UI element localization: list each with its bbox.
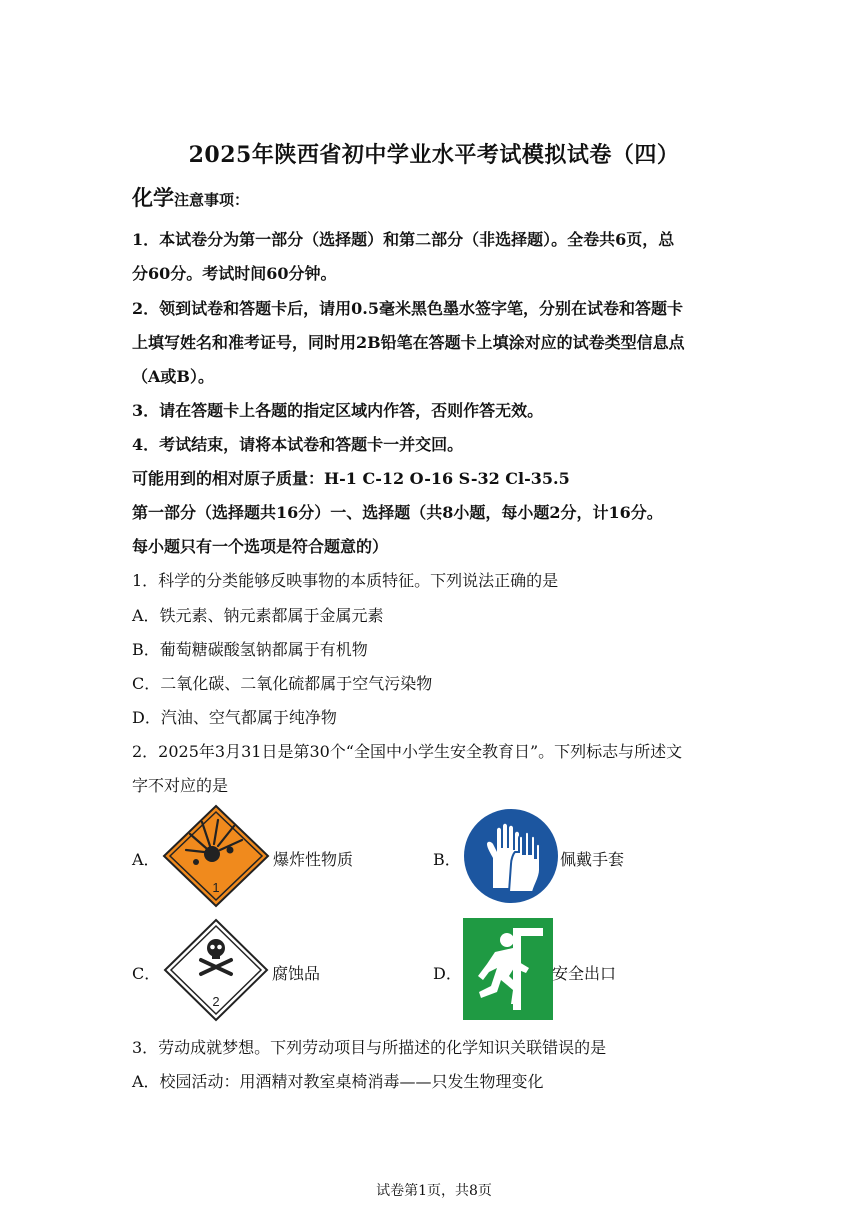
part1-heading-cont: 每小题只有一个选项是符合题意的） (132, 537, 389, 556)
q2-option-d-letter: D． (433, 964, 462, 983)
question-1-stem: 1．科学的分类能够反映事物的本质特征。下列说法正确的是 (132, 571, 559, 590)
explosive-sign-number: 1 (212, 880, 220, 895)
q2-option-b-letter: B． (433, 850, 461, 869)
question-3-stem: 3．劳动成就梦想。下列劳动项目与所描述的化学知识关联错误的是 (132, 1038, 607, 1057)
exit-sign-icon (463, 918, 553, 1020)
question-2-stem-cont: 字不对应的是 (132, 776, 229, 795)
toxic-sign-icon (161, 918, 271, 1022)
q2-option-b-text: 佩戴手套 (560, 850, 625, 869)
q1-option-a: A．铁元素、钠元素都属于金属元素 (132, 606, 384, 625)
q2-option-d-text: 安全出口 (552, 964, 617, 983)
note-line: 4．考试结束，请将本试卷和答题卡一并交回。 (132, 435, 464, 454)
toxic-sign-number: 2 (212, 994, 220, 1009)
explosive-sign-icon (160, 804, 272, 908)
subject-line (132, 182, 249, 212)
note-line: 3．请在答题卡上各题的指定区域内作答，否则作答无效。 (132, 401, 544, 420)
q1-option-d: D．汽油、空气都属于纯净物 (132, 708, 337, 727)
q1-option-b: B．葡萄糖碳酸氢钠都属于有机物 (132, 640, 368, 659)
note-line: （A或B）。 (132, 367, 214, 386)
q2-option-a-text: 爆炸性物质 (273, 850, 354, 869)
gloves-sign-icon (463, 808, 559, 904)
note-line: 2．领到试卷和答题卡后，请用0.5毫米黑色墨水签字笔，分别在试卷和答题卡 (132, 299, 683, 318)
note-line: 上填写姓名和准考证号，同时用2B铅笔在答题卡上填涂对应的试卷类型信息点 (132, 333, 685, 352)
q2-option-c-text: 腐蚀品 (272, 964, 321, 983)
q3-option-a: A．校园活动：用酒精对教室桌椅消毒——只发生物理变化 (132, 1072, 544, 1091)
atomic-masses: 可能用到的相对原子质量：H-1 C-12 O-16 S-32 Cl-35.5 (132, 469, 570, 488)
note-line: 1．本试卷分为第一部分（选择题）和第二部分（非选择题）。全卷共6页，总 (132, 230, 675, 249)
note-line: 分60分。考试时间60分钟。 (132, 264, 337, 283)
notes-heading: 注意事项： (174, 191, 250, 209)
q2-option-a-letter: A． (132, 850, 160, 869)
exam-title: 2025年陕西省初中学业水平考试模拟试卷（四） (188, 142, 680, 168)
part1-heading: 第一部分（选择题共16分）一、选择题（共8小题，每小题2分，计16分。 (132, 503, 663, 522)
page-footer: 试卷第1页，共8页 (376, 1183, 492, 1199)
q1-option-c: C．二氧化碳、二氧化硫都属于空气污染物 (132, 674, 433, 693)
question-2-stem: 2．2025年3月31日是第30个“全国中小学生安全教育日”。下列标志与所述文 (132, 742, 683, 761)
subject-label: 化学 (132, 185, 174, 210)
q2-option-c-letter: C． (132, 964, 161, 983)
